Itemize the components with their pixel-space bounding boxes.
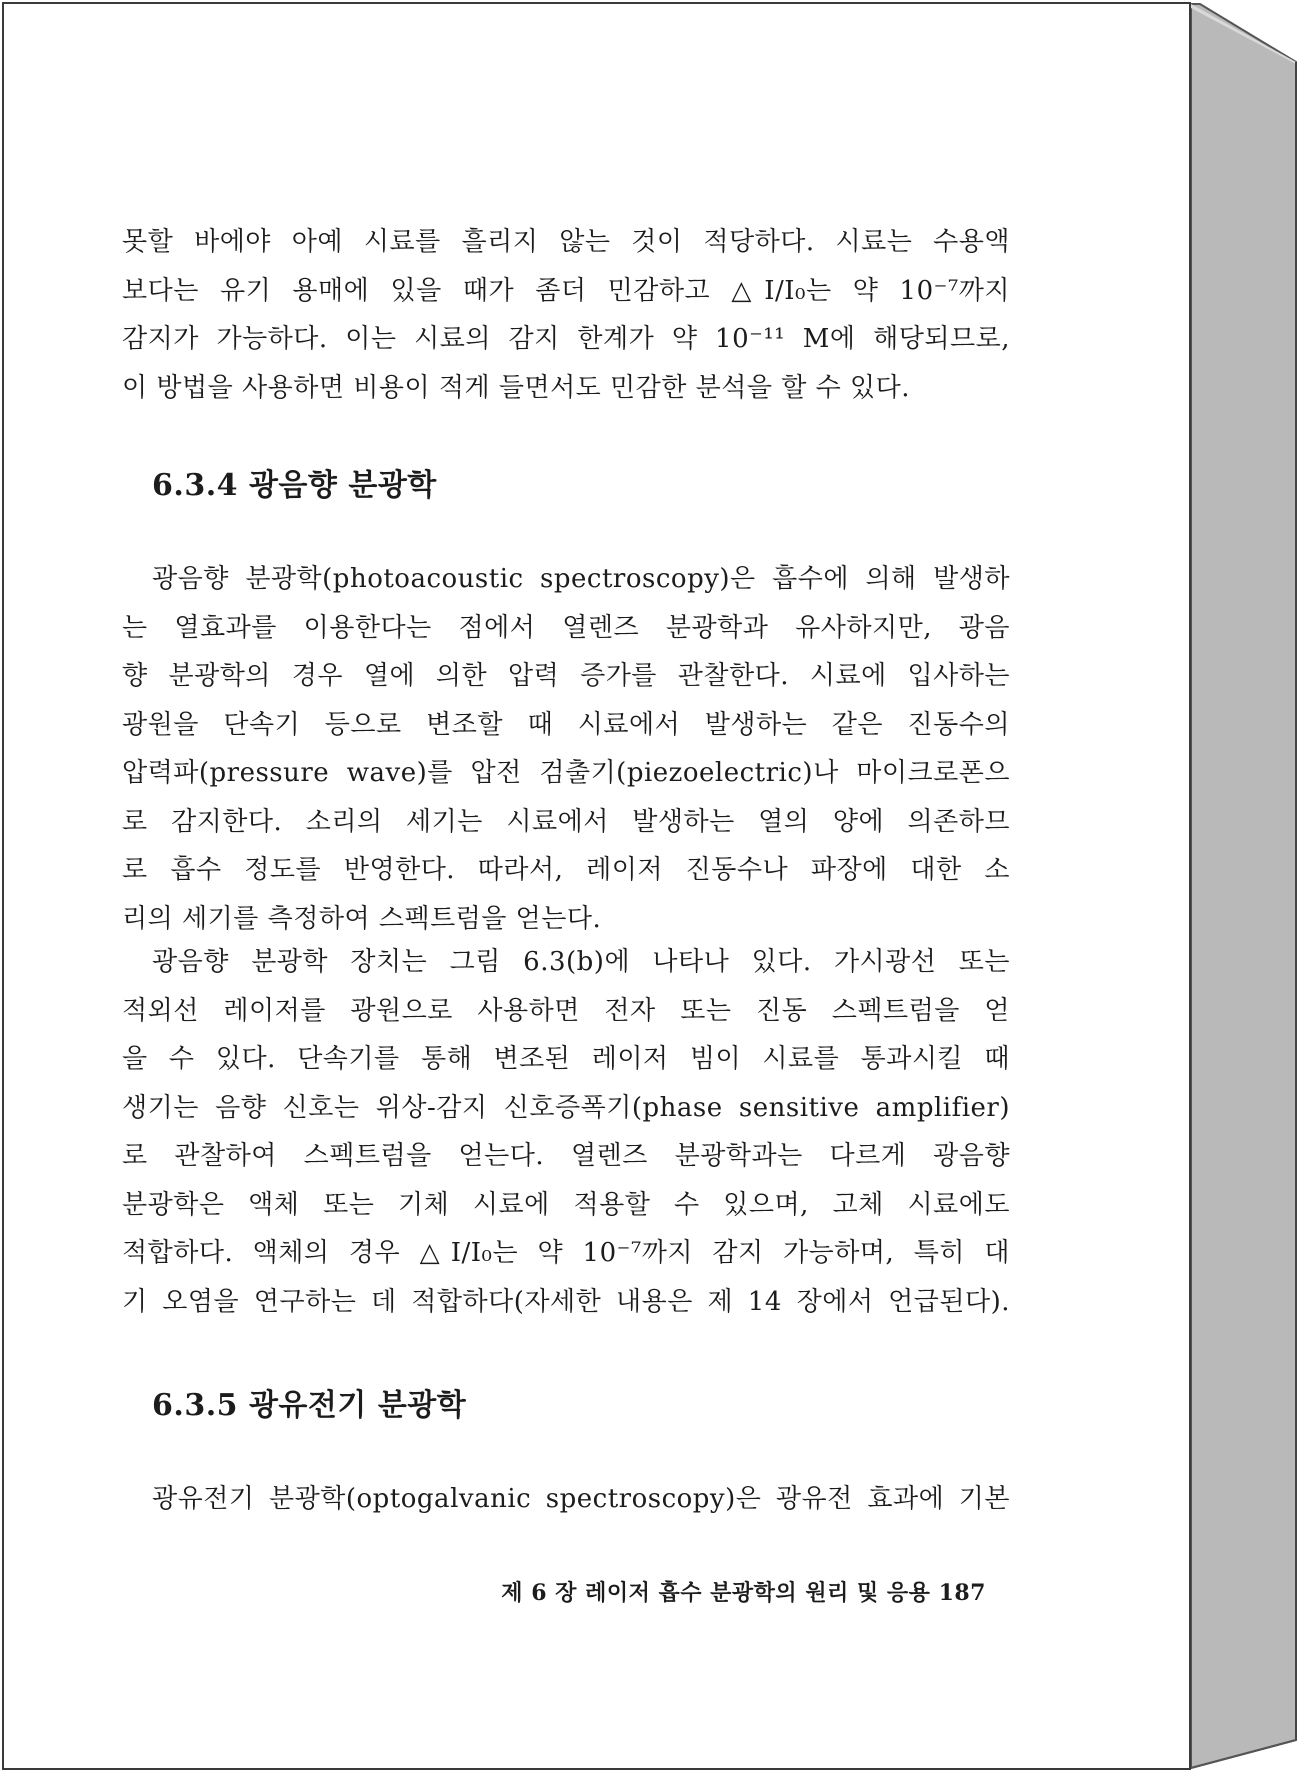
text-line: 적합하다. 액체의 경우 △I/I₀는 약 10⁻⁷까지 감지 가능하며, 특히 대 xyxy=(122,1238,1010,1268)
text-line: 리의 세기를 측정하여 스펙트럼을 얻는다. xyxy=(122,903,602,934)
text-line: 압력파(pressure wave)를 압전 검출기(piezoelectric)나 마이크로폰으 xyxy=(122,758,1010,788)
text-line: 보다는 유기 용매에 있을 때가 좀더 민감하고 △I/I₀는 약 10⁻⁷까지 xyxy=(122,275,1010,306)
text-line: 감지가 가능하다. 이는 시료의 감지 한계가 약 10⁻¹¹ M에 해당되므로, xyxy=(122,324,1010,354)
paragraph-photoacoustic xyxy=(122,555,1010,943)
text-line: 생기는 음향 신호는 위상-감지 신호증폭기(phase sensitive amplifier) xyxy=(122,1092,1010,1123)
section-heading-6-3-4: 6.3.4 광음향 분광학 xyxy=(152,468,437,503)
text-line: 광원을 단속기 등으로 변조할 때 시료에서 발생하는 같은 진동수의 xyxy=(122,709,1010,740)
paragraph-continued xyxy=(122,218,1010,412)
text-line: 기 오염을 연구하는 데 적합하다(자세한 내용은 제 14 장에서 언급된다). xyxy=(122,1286,1010,1317)
section-heading-6-3-5: 6.3.5 광유전기 분광학 xyxy=(152,1388,467,1423)
text-line: 로 관찰하여 스펙트럼을 얻는다. 열렌즈 분광학과는 다르게 광음향 xyxy=(122,1141,1010,1171)
text-line: 향 분광학의 경우 열에 의한 압력 증가를 관찰한다. 시료에 입사하는 xyxy=(122,661,1010,691)
text-line: 는 열효과를 이용한다는 점에서 열렌즈 분광학과 유사하지만, 광음 xyxy=(122,612,1010,643)
text-line: 광유전기 분광학(optogalvanic spectroscopy)은 광유전 효과에 기본 xyxy=(152,1484,1010,1514)
text-line: 광음향 분광학 장치는 그림 6.3(b)에 나타나 있다. 가시광선 또는 xyxy=(152,947,1010,977)
text-line: 못할 바에야 아예 시료를 흘리지 않는 것이 적당하다. 시료는 수용액 xyxy=(122,227,1010,257)
text-line: 을 수 있다. 단속기를 통해 변조된 레이저 빔이 시료를 통과시킬 때 xyxy=(122,1044,1010,1074)
page-footer: 제 6 장 레이저 흡수 분광학의 원리 및 응용 187 xyxy=(501,1580,986,1606)
text-line: 로 감지한다. 소리의 세기는 시료에서 발생하는 열의 양에 의존하므 xyxy=(122,806,1010,837)
paragraph-photoacoustic-apparatus xyxy=(122,938,1010,1326)
text-line: 분광학은 액체 또는 기체 시료에 적용할 수 있으며, 고체 시료에도 xyxy=(122,1189,1010,1220)
text-line: 적외선 레이저를 광원으로 사용하면 전자 또는 진동 스펙트럼을 얻 xyxy=(122,995,1010,1026)
paragraph-optogalvanic xyxy=(122,1475,1010,1524)
text-line: 광음향 분광학(photoacoustic spectroscopy)은 흡수에 의해 발생하 xyxy=(152,564,1010,594)
text-line: 이 방법을 사용하면 비용이 적게 들면서도 민감한 분석을 할 수 있다. xyxy=(122,372,911,403)
text-line: 로 흡수 정도를 반영한다. 따라서, 레이저 진동수나 파장에 대한 소 xyxy=(122,855,1010,885)
